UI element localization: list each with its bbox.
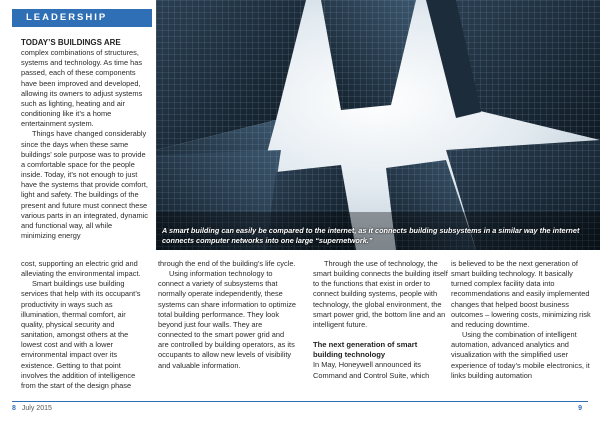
paragraph: In May, Honeywell announced its Command and Control Suite, which [313,360,430,380]
paragraph: Smart buildings use building services that help with its occupant’s productivity in ways such as illumination, thermal comfort, air quality, physical security and sanitation, amongst others at the lowest cost and with a lower environmental impact over its existence. Getting to that point involves the addition of intelligence from the start of the design phase [21,279,141,390]
paragraph: Using information technology to connect a variety of subsystems that normally operate independently, these systems can share information to optimize total building performance. They look beyond just four walls. They are connected to the smart power grid and are controlled by building operators, as its occupants to allow new levels of visibility and valuable information. [158,269,297,370]
article-column-2 [158,259,296,371]
paragraph: Through the use of technology, the smart building connects the building itself to the functions that exist in order to connect building systems, people with technology, the global environment, the smart power grid, the bottom line and an intelligent future. [313,259,448,329]
paragraph: is believed to be the next generation of smart building technology. It basically turned complex facility data into recommendations and easily implemented changes that helped boost business outcomes – lowering costs, minimizing risk and reducing downtime. [451,259,591,329]
paragraph: Things have changed considerably since the days when these same buildings’ sole purpose was to provide a comfortable space for the people inside. Today, it’s not enough to just have the systems that provide comfort, light and safety. The buildings of the present and future must connect these various parts in an integrated, dynamic and functional way, all while minimizing energy [21,129,148,240]
article-column-1-bottom [21,259,149,391]
page-number-left: 8 [12,405,16,412]
article-column-4 [451,259,591,381]
article-column-1 [21,38,149,241]
page-number-right: 9 [578,405,582,412]
section-tag: LEADERSHIP [12,9,152,27]
page-footer [12,401,588,416]
subheading: The next generation of smart building technology [313,340,418,360]
skyscraper-photo [156,0,600,250]
issue-date: July 2015 [21,405,52,412]
photo-caption: A smart building can easily be compared to the internet, as it connects building subsystems in a similar way the internet connects computer networks into one large “supernetwork.” [162,226,580,245]
paragraph: complex combinations of structures, systems and technology. As time has passed, each of these components have been improved and developed, allowing its owners to adjust systems such as lighting, heating and air conditioning like it’s a home entertainment system. [21,48,143,129]
article-column-3 [313,259,448,381]
paragraph: Using the combination of intelligent automation, advanced analytics and visualization with the simplified user experience of today’s mobile electronics, it links building automation [451,330,590,380]
paragraph: through the end of the building’s life cycle. [158,259,296,268]
paragraph: cost, supporting an electric grid and alleviating the environmental impact. [21,259,141,279]
lead-in: TODAY’S BUILDINGS ARE [21,38,121,47]
